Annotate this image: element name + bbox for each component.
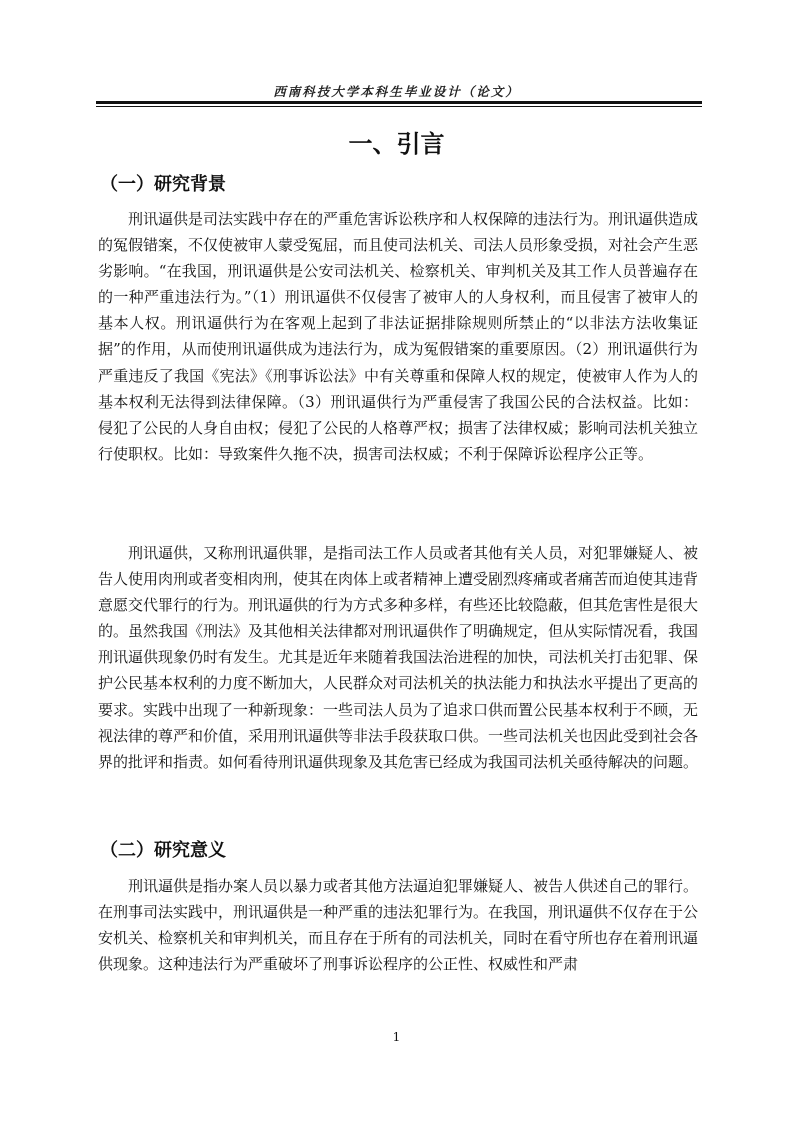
paragraph-background-1: 刑讯逼供是司法实践中存在的严重危害诉讼秩序和人权保障的违法行为。刑讯逼供造成的冤假错案，不仅使被审人蒙受冤屈，而且使司法机关、司法人员形象受损，对社会产生恶劣影响。“在我国，刑讯逼供是公安司法机关、检察机关、审判机关及其工作人员普遍存在的一种严重违法行为。”（1）刑讯逼供不仅侵害了被审人的人身权利，而且侵害了被审人的基本人权。刑讯逼供行为在客观上起到了非法证据排除规则所禁止的“以非法方法收集证据”的作用，从而使刑讯逼供成为违法行为，成为冤假错案的重要原因。（2）刑讯逼供行为严重违反了我国《宪法》《刑事诉讼法》中有关尊重和保障人权的规定，使被审人作为人的基本权利无法得到法律保障。（3）刑讯逼供行为严重侵害了我国公民的合法权益。比如：侵犯了公民的人身自由权；侵犯了公民的人格尊严权；损害了法律权威；影响司法机关独立行使职权。比如：导致案件久拖不决，损害司法权威；不利于保障诉讼程序公正等。 <box>98 210 699 463</box>
section-heading-significance: （二）研究意义 <box>100 840 226 861</box>
page-number: 1 <box>392 1030 401 1044</box>
header-rule-thin <box>96 106 702 107</box>
paragraph-significance-1: 刑讯逼供是指办案人员以暴力或者其他方法逼迫犯罪嫌疑人、被告人供述自己的罪行。在刑事司法实践中，刑讯逼供是一种严重的违法犯罪行为。在我国，刑讯逼供不仅存在于公安机关、检察机关和审判机关，而且存在于所有的司法机关，同时在看守所也存在着刑讯逼供现象。这种违法行为严重破坏了刑事诉讼程序的公正性、权威性和严肃 <box>98 877 699 974</box>
running-header: 西南科技大学本科生毕业设计（论文） <box>273 84 520 99</box>
header-rule-thick <box>96 101 702 104</box>
paragraph-background-2: 刑讯逼供，又称刑讯逼供罪，是指司法工作人员或者其他有关人员，对犯罪嫌疑人、被告人使用肉刑或者变相肉刑，使其在肉体上或者精神上遭受剧烈疼痛或者痛苦而迫使其违背意愿交代罪行的行为。刑讯逼供的行为方式多种多样，有些还比较隐蔽，但其危害性是很大的。虽然我国《刑法》及其他相关法律都对刑讯逼供作了明确规定，但从实际情况看，我国刑讯逼供现象仍时有发生。尤其是近年来随着我国法治进程的加快，司法机关打击犯罪、保护公民基本权利的力度不断加大，人民群众对司法机关的执法能力和执法水平提出了更高的要求。实践中出现了一种新现象：一些司法人员为了追求口供而置公民基本权利于不顾，无视法律的尊严和价值，采用刑讯逼供等非法手段获取口供。一些司法机关也因此受到社会各界的批评和指责。如何看待刑讯逼供现象及其危害已经成为我国司法机关亟待解决的问题。 <box>98 544 699 771</box>
section-heading-background: （一）研究背景 <box>100 174 226 195</box>
chapter-title: 一、引言 <box>348 130 445 158</box>
